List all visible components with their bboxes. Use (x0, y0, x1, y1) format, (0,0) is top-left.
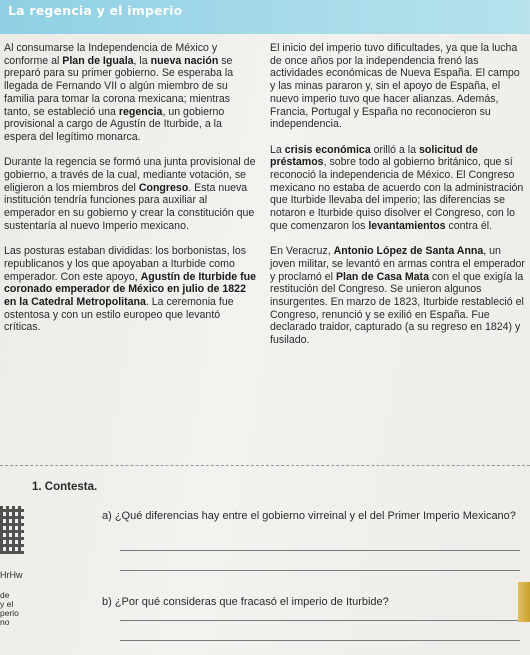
section-separator (0, 465, 530, 466)
section-title: La regencia y el imperio (8, 3, 183, 18)
paragraph-coronation (4, 245, 256, 334)
paragraph-crisis (270, 144, 526, 233)
bold-term: Plan de Iguala (62, 54, 134, 67)
text-run: orilló a la (370, 143, 420, 156)
question-a: a) ¿Qué diferencias hay entre el gobierno virreinal y el del Primer Imperio Mexicano? (102, 510, 516, 522)
text-run: . Esta nueva institución tendría funciones para auxiliar al emperador en su gobierno y crear la constitución que sustentaría al nuevo Imperio mexicano. (4, 181, 255, 232)
paragraph-consumation (4, 42, 256, 144)
right-text-column (270, 42, 526, 360)
question-b: b) ¿Por qué consideras que fracasó el imperio de Iturbide? (102, 596, 389, 608)
bold-term: regencia (118, 105, 163, 118)
bold-term: Congreso (138, 181, 189, 194)
bold-term: Plan de Casa Mata (335, 270, 429, 283)
side-word: de (0, 590, 10, 600)
qr-code-icon (0, 506, 24, 554)
left-text-column (4, 42, 256, 347)
answer-line-a2[interactable] (120, 570, 520, 571)
paragraph-regency (4, 156, 256, 232)
paragraph-santa-anna (270, 245, 526, 347)
text-run: Las posturas estaban divididas: los borbonistas, los republicanos y los que apoyaban a Iturbide como emperador. Con este apoyo, (4, 245, 247, 283)
text-run: , la (133, 54, 151, 67)
bold-term: nueva nación (150, 54, 219, 67)
bold-term: crisis económica (284, 143, 371, 156)
text-run: La (270, 143, 285, 156)
bold-term: levantamientos (368, 219, 446, 232)
side-code-label: HrHw (0, 570, 23, 580)
text-run: Durante la regencia se formó una junta provisional de gobierno, a través de la cual, mediante votación, se eligieron a los miembros del (4, 156, 256, 194)
bold-term: Antonio López de Santa Anna (333, 245, 484, 258)
text-run: En Veracruz, (270, 245, 334, 258)
answer-line-b2[interactable] (120, 640, 520, 641)
page-tab-marker (518, 582, 530, 622)
side-word: y el (0, 599, 14, 609)
side-word: no (0, 617, 10, 627)
bold-term: solicitud de préstamos (270, 143, 478, 169)
side-word: perio (0, 608, 19, 618)
text-run: , un joven militar, se levantó en armas contra el emperador y proclamó el (270, 245, 525, 283)
text-run: se preparó para su primer gobierno. Se esperaba la llegada de Fernando VII o algún miembro de su familia para tomar la corona mexicana; mientras tanto, se estableció una (4, 54, 234, 118)
header-band (0, 0, 530, 34)
answer-line-b1[interactable] (120, 620, 520, 621)
text-run: contra él. (445, 219, 493, 232)
text-run: Al consumarse la Independencia de México y conforme al (4, 42, 218, 67)
text-run: El inicio del imperio tuvo dificultades, ya que la lucha de once años por la independencia frenó las actividades económicas de Nueva España. El campo y las minas pararon y, sin el apoyo de España, el nuevo imperio tuvo que hacer alianzas. Además, Francia, Portugal y España no reconocieron su independencia. (270, 42, 520, 131)
text-run: . La ceremonia fue ostentosa y con un estilo europeo que levantó críticas. (4, 296, 234, 334)
text-run: con el que exigía la restitución del Congreso. Se unieron algunos insurgentes. En marzo de 1823, Iturbide restableció el Congreso, renunció y se exilió en España. Fue declarado traidor, capturado (a su regreso en 1824) y fusilado. (270, 270, 524, 347)
answer-line-a1[interactable] (120, 550, 520, 551)
bold-term: Agustín de Iturbide fue coronado emperador de México en julio de 1822 en la Catedral Metropolitana (4, 270, 256, 309)
text-run: , sobre todo al gobierno británico, que sí reconoció la independencia de México. El Congreso mexicano no estaba de acuerdo con la administración que Iturbide llevaba del imperio; las diferencias se notaron e Iturbide quiso disolver el Congreso, con lo que comenzaron los (270, 156, 524, 232)
text-run: , un gobierno provisional a cargo de Agustín de Iturbide, a la espera del legítimo monarca. (4, 105, 225, 143)
activity-title: 1. Contesta. (32, 481, 98, 493)
paragraph-difficulties (270, 42, 526, 131)
